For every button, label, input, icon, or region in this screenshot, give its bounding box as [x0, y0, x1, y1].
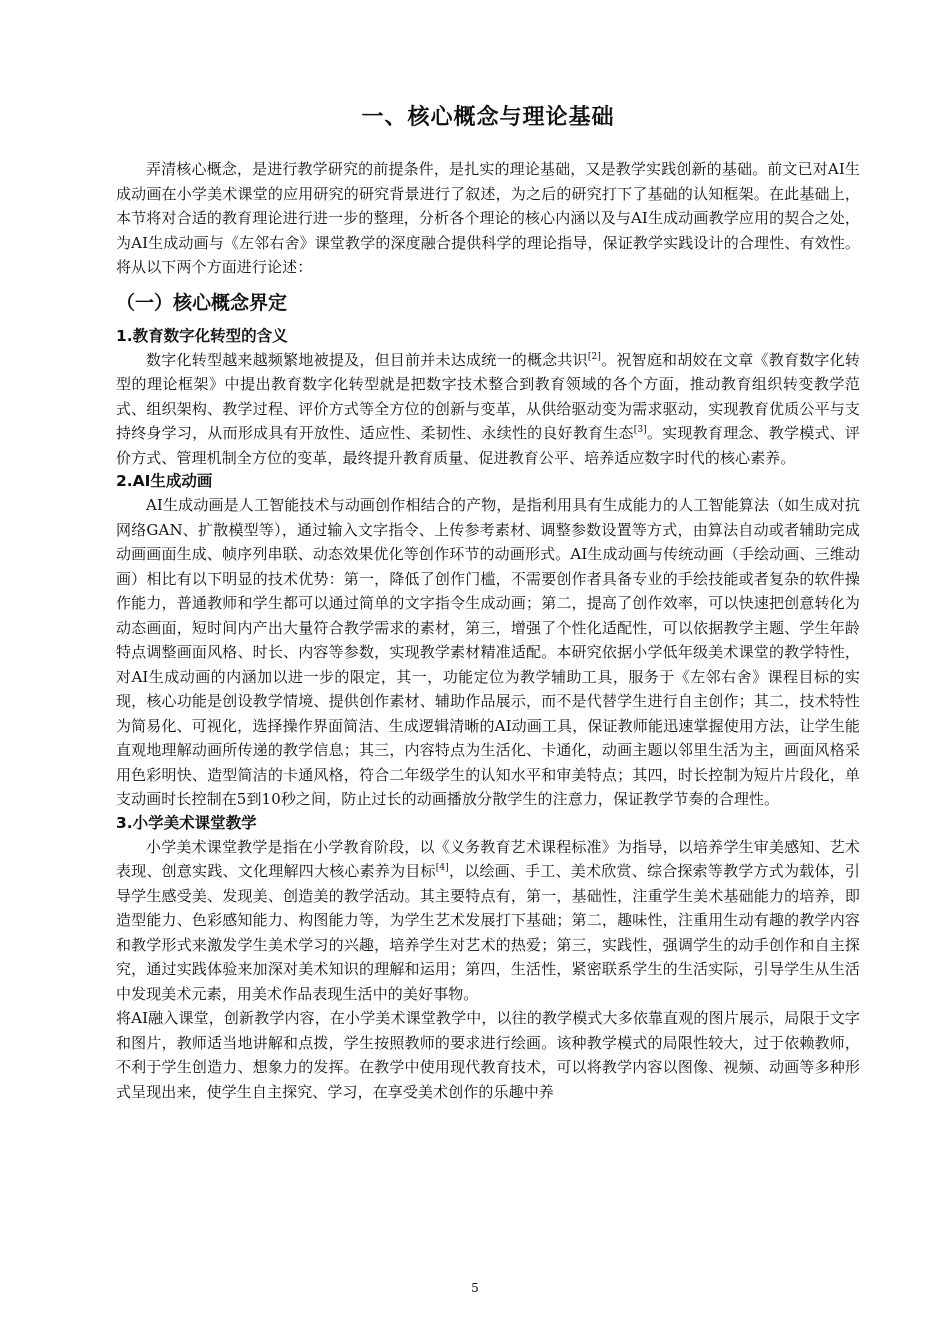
paragraph-ai-animation: AI生成动画是人工智能技术与动画创作相结合的产物，是指利用具有生成能力的人工智能算法（如生成对抗网络GAN、扩散模型等），通过输入文字指令、上传参考素材、调整参数设置等方式，由算法自动或者辅助完成动画画面生成、帧序列串联、动态效果优化等创作环节的动画形式。AI生成动画与传统动画（手绘动画、三维动画）相比有以下明显的技术优势：第一，降低了创作门槛，不需要创作者具备专业的手绘技能或者复杂的软件操作能力，普通教师和学生都可以通过简单的文字指令生成动画；第二，提高了创作效率，可以快速把创意转化为动态画面，短时间内产出大量符合教学需求的素材，第三，增强了个性化适配性，可以依据教学主题、学生年龄特点调整画面风格、时长、内容等参数，实现教学素材精准适配。本研究依据小学低年级美术课堂的教学特性，对AI生成动画的内涵加以进一步的限定，其一，功能定位为教学辅助工具，服务于《左邻右舍》课程目标的实现，核心功能是创设教学情境、提供创作素材、辅助作品展示，而不是代替学生进行自主创作；其二，技术特性为简易化、可视化，选择操作界面简洁、生成逻辑清晰的AI动画工具，保证教师能迅速掌握使用方法，让学生能直观地理解动画所传递的教学信息；其三，内容特点为生活化、卡通化，动画主题以邻里生活为主，画面风格采用色彩明快、造型简洁的卡通风格，符合二年级学生的认知水平和审美特点；其四，时长控制为短片片段化，单支动画时长控制在5到10秒之间，防止过长的动画播放分散学生的注意力，保证教学节奏的合理性。: [116, 496, 860, 808]
paragraph-text: ，以绘画、手工、美术欣赏、综合探索等教学方式为载体，引导学生感受美、发现美、创造美的教学活动。其主要特点有，第一，基础性，注重学生美术基础能力的培养，即造型能力、色彩感知能力、构图能力等，为学生艺术发展打下基础；第二，趣味性，注重用生动有趣的教学内容和教学形式来激发学生美术学习的兴趣，培养学生对艺术的热爱；第三，实践性，强调学生的动手创作和自主探究，通过实践体验来加深对美术知识的理解和运用；第四，生活性，紧密联系学生的生活实际，引导学生从生活中发现美术元素，用美术作品表现生活中的美好事物。: [116, 862, 861, 1003]
paragraph-text: 数字化转型越来越频繁地被提及，但目前并未达成统一的概念共识: [146, 350, 588, 369]
document-page: [116, 96, 860, 1104]
subsection-title-digital-transformation: 1.教育数字化转型的含义: [116, 326, 288, 345]
citation-marker: [3]: [633, 425, 647, 435]
paragraph-digital-transformation: [116, 348, 860, 471]
citation-marker: [2]: [587, 351, 601, 362]
intro-paragraph: 弄清核心概念，是进行教学研究的前提条件，是扎实的理论基础，又是教学实践创新的基础。前文已对AI生成动画在小学美术课堂的应用研究的研究背景进行了叙述，为之后的研究打下了基础的认知框架。在此基础上，本节将对合适的教育理论进行进一步的整理，分析各个理论的核心内涵以及与AI生成动画教学应用的契合之处，为AI生成动画与《左邻右舍》课堂教学的深度融合提供科学的理论指导，保证教学实践设计的合理性、有效性。将从以下两个方面进行论述：: [116, 160, 860, 276]
subsection-title-ai-animation: 2.AI生成动画: [116, 472, 213, 490]
chapter-title: 一、核心概念与理论基础: [361, 105, 615, 130]
paragraph-text: 。祝智庭和胡姣在文章《教育数字化转型的理论框架》中提出教育数字化转型就是把数字技术整合到教育领域的各个方面，推动教育组织转变教学范式、组织架构、教学过程、评价方式等全方位的创新与变革，从供给驱动变为需求驱动，实现教育优质公平与支持终身学习，从而形成具有开放性、适应性、柔韧性、永续性的良好教育生态: [116, 350, 861, 442]
paragraph-text: 。实现教育理念、教学模式、评价方式、管理机制全方位的变革，最终提升教育质量、促进教育公平、培养适应数字时代的核心素养。: [116, 424, 861, 467]
section-title-core-concepts: （一）核心概念界定: [116, 291, 288, 314]
citation-marker: [4]: [435, 863, 449, 873]
paragraph-ai-in-classroom: 将AI融入课堂，创新教学内容，在小学美术课堂教学中，以往的教学模式大多依靠直观的图片展示，局限于文字和图片，教师适当地讲解和点拨，学生按照教师的要求进行绘画。该种教学模式的局限性较大，过于依赖教师，不利于学生创造力、想象力的发挥。在教学中使用现代教育技术，可以将教学内容以图像、视频、动画等多种形式呈现出来，使学生自主探究、学习，在享受美术创作的乐趣中养: [116, 1009, 860, 1101]
subsection-title-art-teaching: 3.小学美术课堂教学: [116, 813, 257, 832]
paragraph-art-teaching: [116, 835, 860, 1007]
page-number: 5: [471, 1281, 479, 1295]
paragraph-text: 小学美术课堂教学是指在小学教育阶段，以《义务教育艺术课程标准》为指导，以培养学生审美感知、艺术表现、创意实践、文化理解四大核心素养为目标: [116, 837, 860, 880]
